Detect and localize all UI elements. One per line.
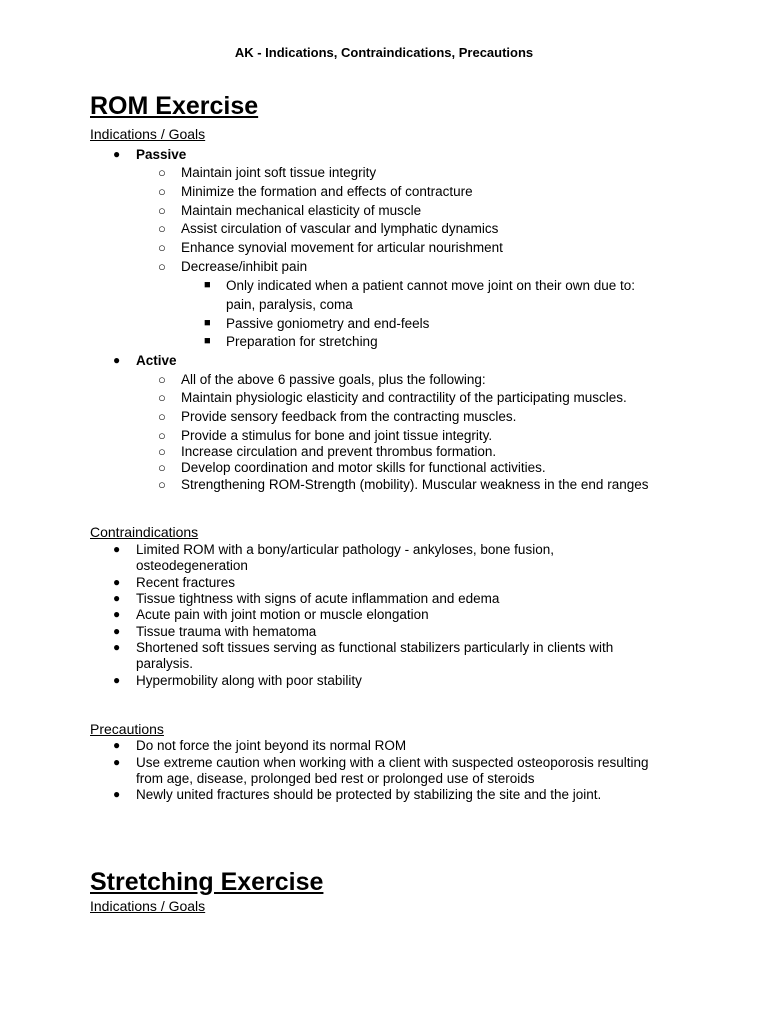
active-item: Provide a stimulus for bone and joint tissue integrity. <box>181 428 493 443</box>
precaution-item: Newly united fractures should be protected by stabilizing the site and the joint. <box>136 787 602 802</box>
active-item: All of the above 6 passive goals, plus the following: <box>181 372 486 387</box>
bullet-icon: ● <box>113 542 121 556</box>
active-item: Maintain physiologic elasticity and contractility of the participating muscles. <box>181 390 627 405</box>
square-bullet-icon: ■ <box>204 335 211 347</box>
circle-bullet-icon: ○ <box>158 165 166 180</box>
contraindication-item: Tissue tightness with signs of acute inflammation and edema <box>136 591 500 606</box>
circle-bullet-icon: ○ <box>158 444 166 459</box>
stretching-title: Stretching Exercise <box>90 868 324 896</box>
circle-bullet-icon: ○ <box>158 409 166 424</box>
contraindication-item-continuation: paralysis. <box>136 656 194 671</box>
rom-indications-label: Indications / Goals <box>90 126 206 142</box>
bullet-icon: ● <box>113 738 121 752</box>
circle-bullet-icon: ○ <box>158 477 166 492</box>
precautions-label: Precautions <box>90 721 164 737</box>
contraindication-item: Tissue trauma with hematoma <box>136 624 317 639</box>
active-item: Develop coordination and motor skills for functional activities. <box>181 460 546 475</box>
passive-item: Minimize the formation and effects of contracture <box>181 184 473 199</box>
rom-title: ROM Exercise <box>90 92 259 120</box>
precaution-item-continuation: from age, disease, prolonged bed rest or prolonged use of steroids <box>136 771 535 786</box>
circle-bullet-icon: ○ <box>158 240 166 255</box>
bullet-icon: ● <box>113 755 121 769</box>
passive-item: Maintain joint soft tissue integrity <box>181 165 377 180</box>
bullet-icon: ● <box>113 575 121 589</box>
document-header: AK - Indications, Contraindications, Precautions <box>234 45 534 60</box>
bullet-icon: ● <box>113 147 121 161</box>
contraindication-item: Shortened soft tissues serving as functional stabilizers particularly in clients with <box>136 640 614 655</box>
bullet-icon: ● <box>113 353 121 367</box>
circle-bullet-icon: ○ <box>158 428 166 443</box>
passive-subitem: Passive goniometry and end-feels <box>226 316 430 331</box>
circle-bullet-icon: ○ <box>158 184 166 199</box>
passive-item: Enhance synovial movement for articular nourishment <box>181 240 503 255</box>
circle-bullet-icon: ○ <box>158 203 166 218</box>
square-bullet-icon: ■ <box>204 317 211 329</box>
passive-item: Assist circulation of vascular and lymphatic dynamics <box>181 221 499 236</box>
contraindication-item-continuation: osteodegeneration <box>136 558 248 573</box>
bullet-icon: ● <box>113 607 121 621</box>
circle-bullet-icon: ○ <box>158 221 166 236</box>
bullet-icon: ● <box>113 673 121 687</box>
circle-bullet-icon: ○ <box>158 390 166 405</box>
passive-item: Decrease/inhibit pain <box>181 259 308 274</box>
contraindications-label: Contraindications <box>90 524 199 540</box>
square-bullet-icon: ■ <box>204 279 211 291</box>
contraindication-item: Acute pain with joint motion or muscle elongation <box>136 607 429 622</box>
circle-bullet-icon: ○ <box>158 259 166 274</box>
precaution-item: Use extreme caution when working with a client with suspected osteoporosis resulting <box>136 755 649 770</box>
active-item: Increase circulation and prevent thrombus formation. <box>181 444 497 459</box>
passive-subitem: Preparation for stretching <box>226 334 378 349</box>
bullet-icon: ● <box>113 591 121 605</box>
passive-item: Maintain mechanical elasticity of muscle <box>181 203 422 218</box>
contraindication-item: Recent fractures <box>136 575 236 590</box>
passive-subitem-continuation: pain, paralysis, coma <box>226 297 353 312</box>
circle-bullet-icon: ○ <box>158 460 166 475</box>
circle-bullet-icon: ○ <box>158 372 166 387</box>
stretching-indications-label: Indications / Goals <box>90 898 206 914</box>
contraindication-item: Limited ROM with a bony/articular pathology - ankyloses, bone fusion, <box>136 542 554 557</box>
bullet-icon: ● <box>113 640 121 654</box>
bullet-icon: ● <box>113 787 121 801</box>
passive-subitem: Only indicated when a patient cannot move joint on their own due to: <box>226 278 636 293</box>
active-item: Strengthening ROM-Strength (mobility). Muscular weakness in the end ranges <box>181 477 649 492</box>
active-label: Active <box>136 353 177 368</box>
passive-label: Passive <box>136 147 187 162</box>
contraindication-item: Hypermobility along with poor stability <box>136 673 362 688</box>
active-item: Provide sensory feedback from the contracting muscles. <box>181 409 517 424</box>
precaution-item: Do not force the joint beyond its normal ROM <box>136 738 407 753</box>
bullet-icon: ● <box>113 624 121 638</box>
